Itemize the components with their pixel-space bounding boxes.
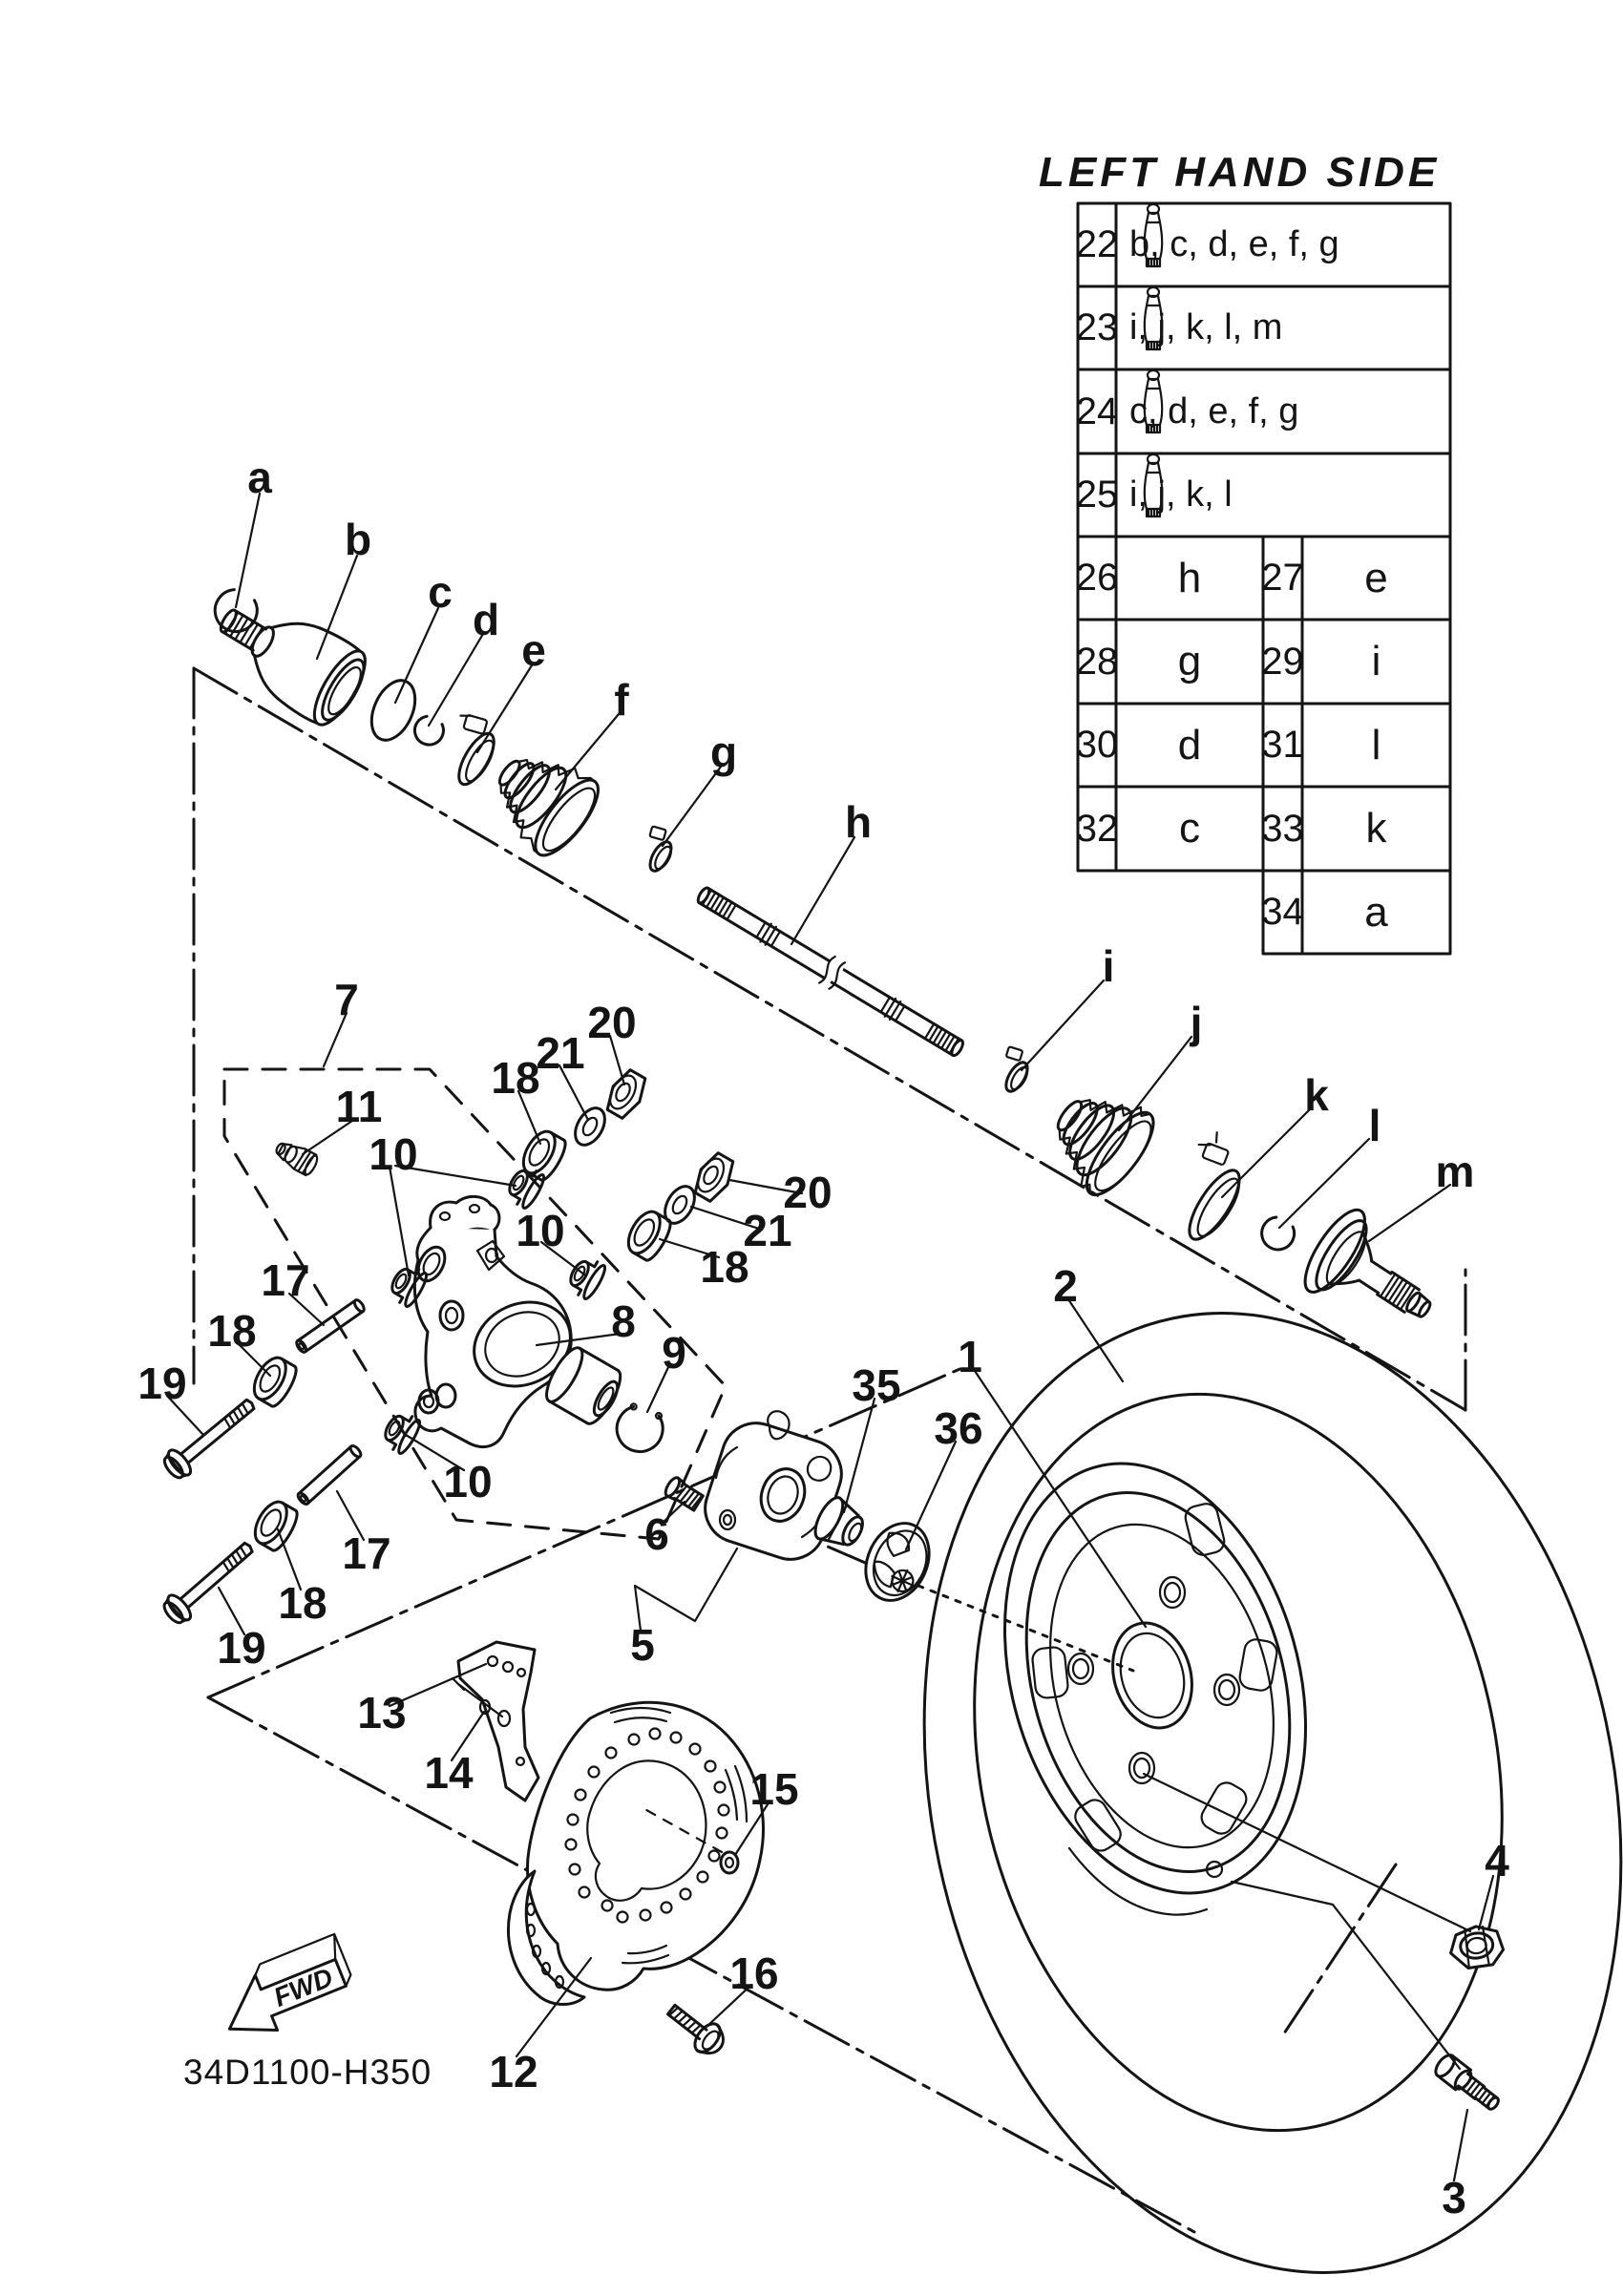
part-l-circlip [1255,1214,1298,1256]
legend-pair-num: 32 [1075,807,1119,850]
callout-15: 15 [749,1764,799,1814]
callout-5: 5 [630,1620,655,1670]
legend-pair-num: 27 [1261,557,1304,599]
callout-i: i [1102,941,1115,991]
callout-20: 20 [587,998,637,1047]
part-h-axle-shaft [692,880,968,1063]
grease-tube-icon [1137,203,1170,270]
callout-8: 8 [611,1296,636,1346]
legend-pair-num: 26 [1075,557,1119,599]
legend-pair-num: 31 [1261,724,1304,766]
legend-pair-letter: e [1364,554,1388,601]
callout-l: l [1368,1101,1381,1150]
callout-14: 14 [424,1748,474,1798]
callout-j: j [1190,998,1203,1047]
legend-row-num: 24 [1075,390,1119,432]
part-code: 34D1100-H350 [183,2053,432,2092]
callout-36: 36 [934,1403,983,1453]
legend-pair-num: 30 [1075,724,1119,766]
callout-18: 18 [207,1306,257,1356]
callout-f: f [614,675,629,725]
callout-a: a [247,453,272,502]
callout-4: 4 [1485,1836,1509,1885]
part-11-grease-nipple [272,1137,320,1177]
callout-b: b [344,515,372,564]
part-d-ring [410,713,447,749]
part-i-boot-clamp [989,1043,1037,1095]
fwd-label: FWD [269,1962,338,2012]
part-b-inner-cv-joint [202,581,376,733]
part-e-boot-clamp [432,707,507,790]
callout-12: 12 [489,2047,538,2096]
legend-pair-num: 34 [1261,891,1304,933]
letters-text: b, c, d, e, f, g [1129,224,1339,264]
callout-17: 17 [342,1528,391,1578]
callout-3: 3 [1442,2173,1466,2222]
grease-tube-icon [1137,286,1170,353]
grease-tube-icon [1137,453,1170,520]
letters-text: c, d, e, f, g [1129,390,1299,432]
callout-21: 21 [536,1028,585,1078]
legend-row-letters [1116,369,1450,453]
callout-19: 19 [137,1359,187,1408]
part-k-boot-clamp [1154,1127,1262,1247]
legend-row-num: 25 [1075,474,1119,516]
legend-pair-num: 29 [1261,640,1304,683]
callout-k: k [1304,1070,1329,1120]
callout-35: 35 [852,1360,901,1410]
callout-19: 19 [217,1623,266,1673]
legend-row-letters [1116,203,1450,286]
legend-pair-letter: k [1365,805,1387,852]
part-j-cv-boot [1035,1072,1165,1204]
callout-18: 18 [700,1242,749,1292]
legend-pair-letter: l [1371,721,1381,769]
legend-pair-num: 28 [1075,640,1119,683]
legend-pair-num: 33 [1261,807,1304,850]
callout-m: m [1435,1147,1475,1196]
callout-9: 9 [662,1328,686,1378]
legend-pair-letter: c [1179,805,1200,852]
callout-16: 16 [729,1948,779,1998]
callout-13: 13 [357,1688,407,1738]
legend-pair-letter: g [1177,638,1202,685]
part-5-hub [696,1411,850,1568]
callout-18: 18 [278,1578,327,1628]
legend-pair-letter: i [1371,638,1381,685]
part-19-bolts [159,1391,262,1628]
part-6-wheel-stud [663,1476,704,1512]
part-21-washers [569,1103,701,1228]
legend-row-num: 22 [1075,223,1119,265]
grease-tube-icon [1137,369,1170,436]
callout-d: d [472,595,500,644]
callout-g: g [709,727,738,777]
callout-11: 11 [335,1082,383,1131]
page-title: LEFT HAND SIDE [1039,149,1441,196]
legend-row-letters [1116,286,1450,369]
callout-18: 18 [491,1053,540,1103]
letters-text: i, j, k, l, m [1129,307,1283,348]
legend-row-num: 23 [1075,306,1119,348]
part-9-snap-ring [610,1401,668,1458]
callout-6: 6 [644,1509,669,1559]
part-16-bolt [662,1997,730,2061]
callout-1: 1 [958,1332,982,1381]
callout-10: 10 [443,1457,493,1506]
legend-pair-letter: d [1177,721,1202,769]
callout-21: 21 [743,1206,792,1255]
legend-pair-letter: a [1364,888,1388,936]
callout-10: 10 [369,1129,418,1179]
part-20-nuts [601,1066,739,1205]
legend-row-letters [1116,453,1450,537]
callout-7: 7 [334,975,359,1024]
callout-c: c [428,567,453,617]
fwd-arrow [211,1934,359,2047]
callout-10: 10 [516,1206,565,1255]
callout-17: 17 [261,1255,310,1305]
letters-text: i, j, k, l [1129,474,1233,515]
callout-e: e [521,625,546,675]
part-36-hub-cap [854,1513,941,1611]
legend-pair-letter: h [1177,554,1202,601]
callout-20: 20 [783,1168,833,1217]
callout-2: 2 [1053,1261,1078,1311]
part-17-collars [295,1298,366,1506]
callout-h: h [844,797,873,847]
